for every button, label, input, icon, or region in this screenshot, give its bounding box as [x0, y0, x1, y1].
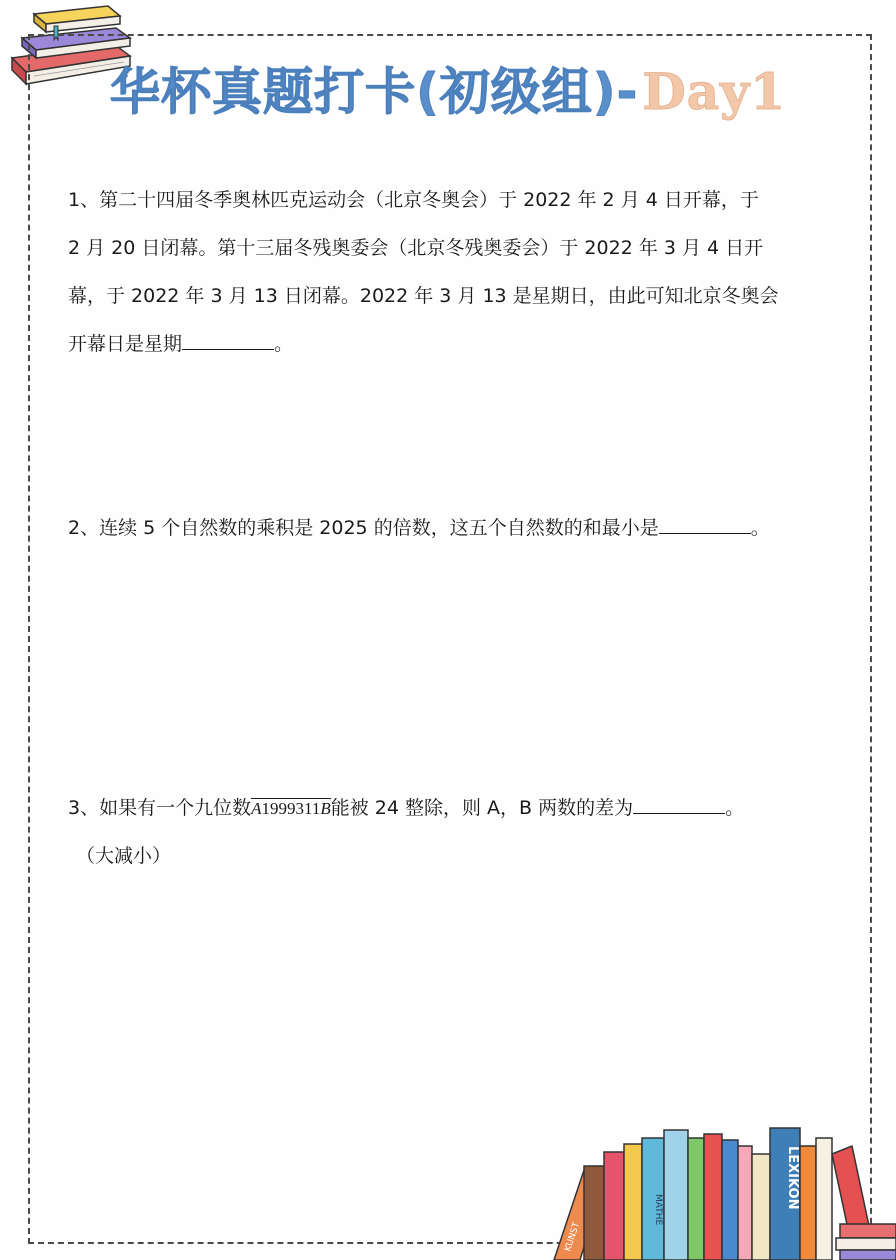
question-1-line-4: [68, 320, 828, 368]
book-spine: [722, 1140, 738, 1260]
book-spine: [816, 1138, 832, 1260]
question-3-middle: 能被 24 整除，则 A，B 两数的差为: [330, 797, 634, 819]
question-3-line: [68, 784, 828, 832]
mathe-book-icon: [642, 1138, 664, 1260]
question-1-line-3: 幕，于 2022 年 3 月 13 日闭幕。2022 年 3 月 13 是星期日，由此可知北京冬奥会: [68, 285, 779, 307]
page-title: [0, 52, 896, 124]
question-2-prefix: 2、连续 5 个自然数的乘积是 2025 的倍数，这五个自然数的和最小是: [68, 517, 659, 539]
question-1-line-2: 2 月 20 日闭幕。第十三届冬残奥委会（北京冬残奥委会）于 2022 年 3 月 4 日开: [68, 237, 764, 259]
question-1-last-prefix: 开幕日是星期: [68, 333, 183, 355]
book-spine: [840, 1224, 896, 1238]
book-spine: [688, 1138, 704, 1260]
question-3: [68, 784, 828, 880]
kunst-spine-label: KUNST: [563, 1221, 583, 1253]
title-main: 华杯真题打卡(初级组)-: [109, 63, 639, 121]
digits-middle: 1999311: [261, 799, 321, 818]
book-spine: [800, 1146, 816, 1260]
question-2-line: [68, 504, 828, 552]
question-1-last-suffix: 。: [274, 333, 294, 355]
question-1: [68, 176, 828, 368]
digit-a: A: [251, 799, 262, 818]
answer-blank-3[interactable]: [633, 795, 725, 814]
question-2: [68, 504, 828, 552]
nine-digit-number: [251, 798, 331, 818]
book-spine: [738, 1146, 752, 1260]
book-spine: [840, 1250, 896, 1260]
question-2-suffix: 。: [750, 517, 770, 539]
answer-blank-1[interactable]: [182, 331, 274, 350]
book-spine: [624, 1144, 642, 1260]
lexikon-book-icon: [770, 1128, 800, 1260]
question-1-line-1: 1、第二十四届冬季奥林匹克运动会（北京冬奥会）于 2022 年 2 月 4 日开幕，于: [68, 189, 759, 211]
book-spine: [752, 1154, 770, 1260]
title-day: Day1: [642, 62, 787, 121]
question-3-prefix: 3、如果有一个九位数: [68, 797, 252, 819]
book-spine: [604, 1152, 624, 1260]
question-3-suffix: 。: [725, 797, 745, 819]
book-spine: [836, 1238, 896, 1250]
question-3-note: （大减小）: [76, 845, 172, 867]
answer-blank-2[interactable]: [659, 515, 751, 534]
book-spine: [584, 1166, 604, 1260]
mathe-spine-label: MATHE: [653, 1194, 663, 1226]
book-spine: [704, 1134, 722, 1260]
lexikon-spine-label: LEXIKON: [785, 1146, 800, 1210]
bookshelf-icon: [540, 1124, 896, 1260]
book-spine: [664, 1130, 688, 1260]
digit-b: B: [320, 799, 331, 818]
